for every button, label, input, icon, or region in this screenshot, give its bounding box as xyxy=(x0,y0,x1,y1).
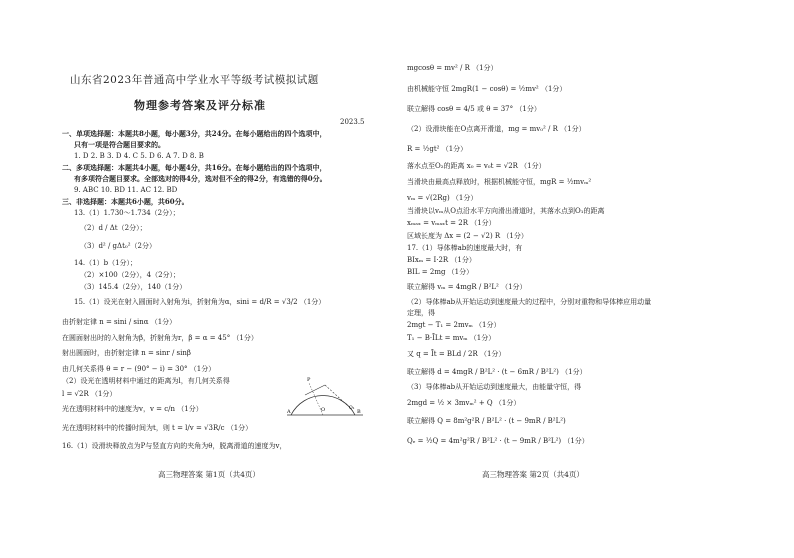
q13-part3: （3）d² / gΔt₀²（2分） xyxy=(80,242,156,250)
q17-line1: 17.（1）导体棒ab的速度最大时，有 xyxy=(407,244,523,252)
q14-part3: （3）145.4（2分），140（1分） xyxy=(80,283,187,291)
q17-part2-line2: 定理，得 xyxy=(407,309,435,317)
q13-part2: （2）d / Δt（2分）； xyxy=(80,224,147,232)
section-3-heading: 三、非选择题：本题共6小题，共60分。 xyxy=(62,197,189,206)
right-page xyxy=(397,0,794,558)
q15-line7: l = √2R （1分） xyxy=(62,390,117,398)
q16-eq8: vₘ = √(2Rg) （1分） xyxy=(407,194,478,202)
light-ray-in xyxy=(305,385,325,395)
q17-part3-line1: （3）导体棒ab从开始运动到速度最大，由能量守恒，得 xyxy=(407,383,582,391)
q17-eq2: BIL = 2mg （1分） xyxy=(407,268,474,276)
q16-line1: 16.（1）设滑块释放点为P与竖直方向的夹角为θ，脱离滑道的速度为v， xyxy=(62,442,287,450)
q16-eq5: R = ½gt² （1分） xyxy=(407,145,468,153)
section-2-answers: 9. ABC 10. BD 11. AC 12. BD xyxy=(74,186,178,194)
q17-eq3: 联立解得 vₘ = 4mgR / B²L² （1分） xyxy=(407,283,527,291)
q15-line1: 15.（1）设光在射入圆面时入射角为i，折射角为α，sini = d/R = √3/2 （1分） xyxy=(74,298,326,306)
q16-eq9: 当滑块以vₘ从O点沿水平方向滑出滑道时，其落水点到O₁的距离 xyxy=(407,207,605,215)
q16-eq11: 区域长度为 Δx = (2 − √2) R （1分） xyxy=(407,232,528,240)
q15-line9: 光在透明材料中的传播时间为t，则 t = l/v = √3R/c （1分） xyxy=(62,424,253,432)
label-b: B xyxy=(357,409,361,415)
q16-eq3: 联立解得 cosθ = 4/5 或 θ = 37° （1分） xyxy=(407,105,541,113)
q15-line3: 在圆面射出时的入射角为β，折射角为r，β = α = 45° （1分） xyxy=(62,334,258,342)
answer-heading: 物理参考答案及评分标准 xyxy=(134,99,266,112)
left-footer: 高三物理答案 第1页（共4页） xyxy=(158,470,260,479)
q17-eq4: 2mgt − T₁ = 2mvₘ （1分） xyxy=(407,321,501,329)
q14-part1: 14.（1）b（1分）； xyxy=(74,259,138,267)
label-p: P xyxy=(307,377,311,383)
q15-line6: （2）设光在透明材料中通过的距离为l，有几何关系得 xyxy=(62,377,230,385)
q15-line4: 射出圆面时，由折射定律 n = sinr / sinβ xyxy=(62,349,191,357)
q15-line5: 由几何关系得 θ = r − (90° − i) = 30° （1分） xyxy=(62,365,216,373)
section-1-heading-cont: 只有一项是符合题目要求的。 xyxy=(74,140,165,149)
q13-part1: 13.（1）1.730～1.734（2分）； xyxy=(74,209,180,217)
q17-eq1: BIxₘ = I·2R （1分） xyxy=(407,256,476,264)
q14-part2: （2）×100（2分），4（2分）； xyxy=(80,271,181,279)
q17-eq9: 联立解得 Q = 8m²g²R / B²L² · (t − 9mR / B²L²) xyxy=(407,417,566,425)
exam-title: 山东省2023年普通高中学业水平等级考试模拟试题 xyxy=(70,74,319,86)
q16-eq7: 当滑块由最高点释放时，根据机械能守恒，mgR = ½mvₘ² xyxy=(407,178,592,186)
label-o: O xyxy=(321,407,326,413)
section-2-heading-cont: 有多项符合题目要求。全部选对的得4分，选对但不全的得2分，有选错的得0分。 xyxy=(74,174,327,183)
q16-eq4: （2）设滑块能在O点离开滑道，mg = mv₀² / R （1分） xyxy=(407,125,586,133)
q17-eq7: 联立解得 d = 4mgR / B²L² · (t − 6mR / B²L²) （1分） xyxy=(407,368,587,376)
date-label: 2023.5 xyxy=(340,118,365,126)
optics-diagram xyxy=(285,375,365,420)
q17-eq8: 2mgd = ½ × 3mvₘ² + Q （1分） xyxy=(407,399,521,407)
q15-line8: 光在透明材料中的速度为v，v = c/n （1分） xyxy=(62,405,203,413)
section-1-answers: 1. D 2. B 3. D 4. C 5. D 6. A 7. D 8. B xyxy=(74,152,204,160)
q16-eq2: 由机械能守恒 2mgR(1 − cosθ) = ½mv² （1分） xyxy=(407,85,567,93)
label-o1: O₁ xyxy=(349,406,355,411)
q15-line2: 由折射定律 n = sini / sinα （1分） xyxy=(62,318,177,326)
q16-eq1: mgcosθ = mv² / R （1分） xyxy=(407,64,498,72)
q16-eq10: xₘₐₓ = vₘₐₓt = 2R （1分） xyxy=(407,219,496,227)
q17-eq6: 又 q = Īt = BLd / 2R （1分） xyxy=(407,350,506,358)
right-footer: 高三物理答案 第2页（共4页） xyxy=(482,470,584,479)
light-ray-out xyxy=(325,385,347,405)
q17-eq5: T₁ − B·ĪLt = mvₘ （1分） xyxy=(407,334,496,342)
section-2-heading: 二、多项选择题：本题共4小题，每小题4分，共16分。在每小题给出的四个选项中， xyxy=(62,163,327,172)
q17-part2-line1: （2）导体棒ab从开始运动到速度最大的过程中，分别对重物和导体棒应用动量 xyxy=(407,298,652,306)
label-a: A xyxy=(287,409,291,415)
section-1-heading: 一、单项选择题：本题共8小题，每小题3分，共24分。在每小题给出的四个选项中， xyxy=(62,129,327,138)
q16-eq6: 落水点至O₂的距离 x₀ = v₀t = √2R （1分） xyxy=(407,162,546,170)
q17-eq10: Qₑ = ½Q = 4m²g²R / B²L² · (t − 9mR / B²L²) （1分） xyxy=(407,437,589,445)
